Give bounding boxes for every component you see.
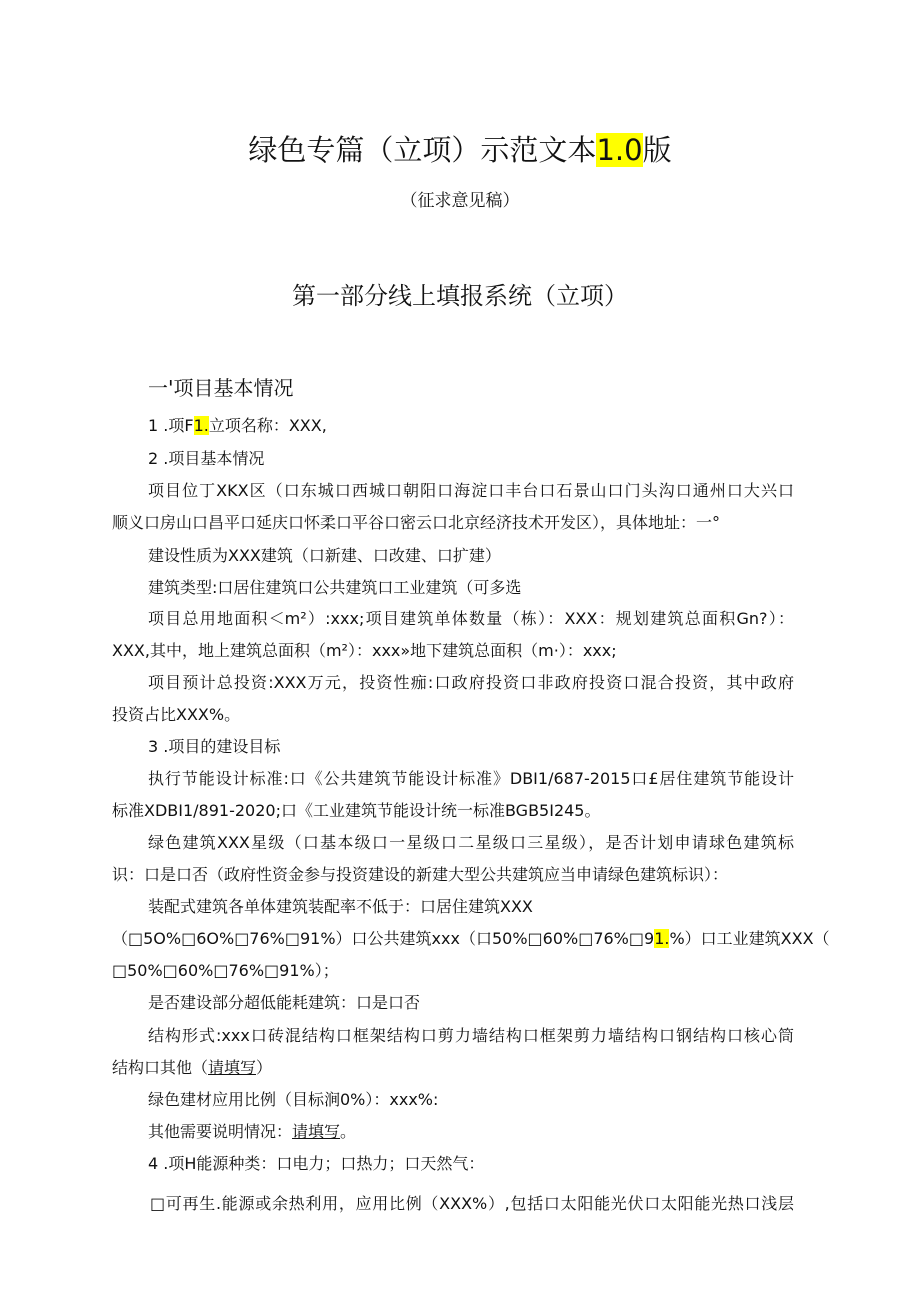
- paragraph-area: 项目总用地面积＜m²）:xxx;项目建筑单体数量（栋）：XXX：规划建筑总面积Gn?）：: [148, 609, 794, 628]
- paragraph-location-cont: 顺义口房山口昌平口延庆口怀柔口平谷口密云口北京经济技术开发区），具体地址：一°: [112, 513, 721, 532]
- title-text: 绿色专篇（立项）示范文本: [248, 133, 597, 167]
- paragraph-location: 项目位丁XKX区（口东城口西城口朝阳口海淀口丰台口石景山口门头沟口通州口大兴口: [148, 481, 794, 500]
- paragraph-energy-standard: 执行节能设计标准:口《公共建筑节能设计标准》DBI1/687-2015口£居住建筑节能设计: [148, 769, 794, 788]
- item-project-name: 1 .项F1.立项名称：XXX,: [148, 416, 327, 435]
- highlight-mark: 1.: [193, 416, 209, 435]
- paragraph-renewable-energy: □可再生.能源或余热利用，应用比例（XXX%）,包括口太阳能光伏口太阳能光热口浅层: [150, 1194, 794, 1213]
- part-heading: 第一部分线上填报系统（立项）: [292, 282, 628, 310]
- paragraph-area-cont: XXX,其中，地上建筑总面积（m²）：xxx»地下建筑总面积（m·）：xxx;: [112, 641, 617, 660]
- paragraph-other-notes: 其他需要说明情况：请填写。: [148, 1122, 357, 1141]
- item-construction-goals-heading: 3 .项目的建设目标: [148, 737, 281, 756]
- paragraph-green-building-level-cont: 识：口是口否（政府性资金参与投资建设的新建大型公共建筑应当申请绿色建筑标识）：: [112, 865, 729, 884]
- paragraph-investment: 项目预计总投资:XXX万元，投资性痂:口政府投资口非政府投资口混合投资，其中政府: [148, 673, 794, 692]
- title-version-highlight: 1.0: [596, 133, 643, 167]
- item-basic-info-heading: 2 .项目基本情况: [148, 449, 265, 468]
- fill-in-placeholder: 请填写: [208, 1058, 257, 1077]
- document-subtitle: （征求意见稿）: [400, 191, 520, 211]
- paragraph-investment-cont: 投资占比XXX%。: [112, 705, 241, 724]
- paragraph-green-building-level: 绿色建筑XXX星级（口基本级口一星级口二星级口三星级），是否计划申请球色建筑标: [148, 833, 794, 852]
- paragraph-construction-nature: 建设性质为XXX建筑（口新建、口改建、口扩建）: [148, 546, 501, 565]
- title-suffix: 版: [642, 133, 672, 167]
- paragraph-structure-form-cont: 结构口其他（请填写）: [112, 1058, 273, 1077]
- paragraph-green-material-ratio: 绿色建材应用比例（目标涧0%）：xxx%:: [148, 1090, 439, 1109]
- paragraph-prefab-rate: 装配式建筑各单体建筑装配率不低于：口居住建筑XXX: [148, 897, 533, 916]
- paragraph-prefab-rate-cont: □50%□60%□76%□91%）；: [112, 961, 339, 980]
- item-energy-types: 4 .项H能源种类：口电力；口热力；口天然气：: [148, 1154, 485, 1173]
- paragraph-structure-form: 结构形式:xxx口砖混结构口框架结构口剪力墙结构口框架剪力墙结构口钢结构口核心筒: [148, 1026, 794, 1045]
- document-title: [0, 128, 920, 169]
- paragraph-energy-standard-cont: 标准XDBI1/891-2020;口《工业建筑节能设计统一标准BGB5I245。: [112, 801, 601, 820]
- fill-in-placeholder: 请填写: [292, 1122, 341, 1141]
- paragraph-ultra-low-energy: 是否建设部分超低能耗建筑：口是口否: [148, 993, 421, 1012]
- section-heading: 一'项目基本情况: [148, 376, 294, 400]
- highlight-mark: 1.: [654, 929, 670, 948]
- paragraph-prefab-rate-options: （□5O%□6O%□76%□91%）口公共建筑xxx（口50%□60%□76%□91.%）口工业建筑XXX（: [112, 929, 830, 948]
- paragraph-building-type: 建筑类型:口居住建筑口公共建筑口工业建筑（可多选: [148, 578, 522, 597]
